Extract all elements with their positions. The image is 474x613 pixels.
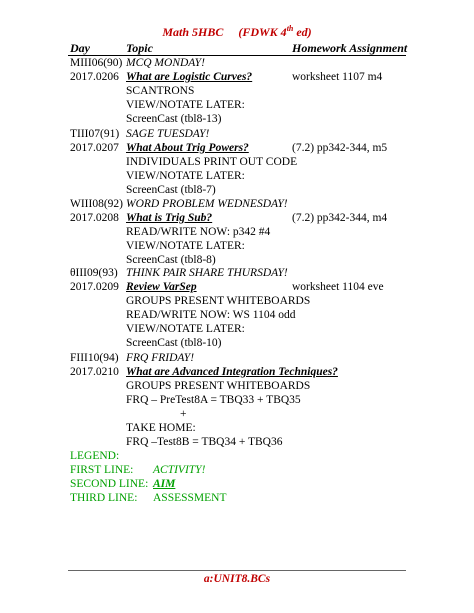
topic-line: READ/WRITE NOW: WS 1104 odd — [126, 309, 296, 321]
aim-line: Review VarSep — [126, 281, 197, 293]
schedule-entry — [0, 351, 474, 449]
activity-line: SAGE TUESDAY! — [126, 128, 210, 140]
plus-sign: + — [180, 408, 187, 420]
date: 2017.0210 — [70, 366, 119, 378]
topic-line: GROUPS PRESENT WHITEBOARDS — [126, 295, 311, 307]
edition-sup: th — [286, 24, 294, 33]
schedule-entry — [0, 56, 474, 126]
edition-pre: (FDWK 4 — [238, 25, 287, 39]
edition-post: ed) — [293, 25, 312, 39]
footer-rule — [68, 570, 406, 571]
homework-assignment: worksheet 1107 m4 — [292, 71, 383, 83]
topic-line: VIEW/NOTATE LATER: — [126, 170, 245, 182]
homework-assignment: (7.2) pp342-344, m5 — [292, 142, 388, 154]
date: 2017.0209 — [70, 281, 119, 293]
schedule-entry — [0, 197, 474, 267]
legend-second-label: SECOND LINE: — [70, 478, 149, 490]
date: 2017.0207 — [70, 142, 119, 154]
aim-line: What are Logistic Curves? — [126, 71, 253, 83]
header-homework: Homework Assignment — [292, 41, 408, 55]
topic-line: INDIVIDUALS PRINT OUT CODE — [126, 156, 298, 168]
topic-line: ScreenCast (tbl8-8) — [126, 254, 216, 266]
topic-line: TAKE HOME: — [126, 422, 196, 434]
topic-line: SCANTRONS — [126, 85, 195, 97]
document-title — [0, 24, 474, 40]
day-code: TIII07(91) — [70, 128, 120, 140]
activity-line: FRQ FRIDAY! — [126, 352, 195, 364]
course-name: Math 5HBC — [162, 25, 224, 39]
legend-second-value: AIM — [153, 478, 176, 490]
topic-line: VIEW/NOTATE LATER: — [126, 99, 245, 111]
activity-line: THINK PAIR SHARE THURSDAY! — [126, 267, 288, 279]
legend-first-value: ACTIVITY! — [153, 464, 206, 476]
legend-first-label: FIRST LINE: — [70, 464, 134, 476]
header-day: Day — [70, 41, 90, 55]
aim-line: What is Trig Sub? — [126, 212, 213, 224]
aim-line: What About Trig Powers? — [126, 142, 249, 154]
schedule-entry — [0, 127, 474, 197]
topic-line: READ/WRITE NOW: p342 #4 — [126, 226, 271, 238]
topic-line: ScreenCast (tbl8-10) — [126, 337, 222, 349]
day-code: WIII08(92) — [70, 198, 124, 210]
topic-line: GROUPS PRESENT WHITEBOARDS — [126, 380, 311, 392]
day-code: MIII06(90) — [70, 57, 123, 69]
footer-text: a:UNIT8.BCs — [203, 573, 271, 585]
header-topic: Topic — [126, 41, 153, 55]
homework-assignment: worksheet 1104 eve — [292, 281, 384, 293]
legend-third-label: THIRD LINE: — [70, 492, 138, 504]
schedule-entry — [0, 266, 474, 350]
day-code: FIII10(94) — [70, 352, 119, 364]
legend-title: LEGEND: — [70, 450, 120, 462]
topic-line: ScreenCast (tbl8-7) — [126, 184, 216, 196]
date: 2017.0206 — [70, 71, 119, 83]
day-code: θIII09(93) — [70, 267, 118, 279]
topic-line: VIEW/NOTATE LATER: — [126, 240, 245, 252]
activity-line: WORD PROBLEM WEDNESDAY! — [126, 198, 288, 210]
topic-line: FRQ – PreTest8A = TBQ33 + TBQ35 — [126, 394, 301, 406]
topic-line: VIEW/NOTATE LATER: — [126, 323, 245, 335]
topic-line: ScreenCast (tbl8-13) — [126, 113, 222, 125]
topic-line: FRQ –Test8B = TBQ34 + TBQ36 — [126, 436, 283, 448]
legend-third-value: ASSESSMENT — [153, 492, 227, 504]
date: 2017.0208 — [70, 212, 119, 224]
activity-line: MCQ MONDAY! — [126, 57, 205, 69]
homework-assignment: (7.2) pp342-344, m4 — [292, 212, 388, 224]
aim-line: What are Advanced Integration Techniques? — [126, 366, 338, 378]
